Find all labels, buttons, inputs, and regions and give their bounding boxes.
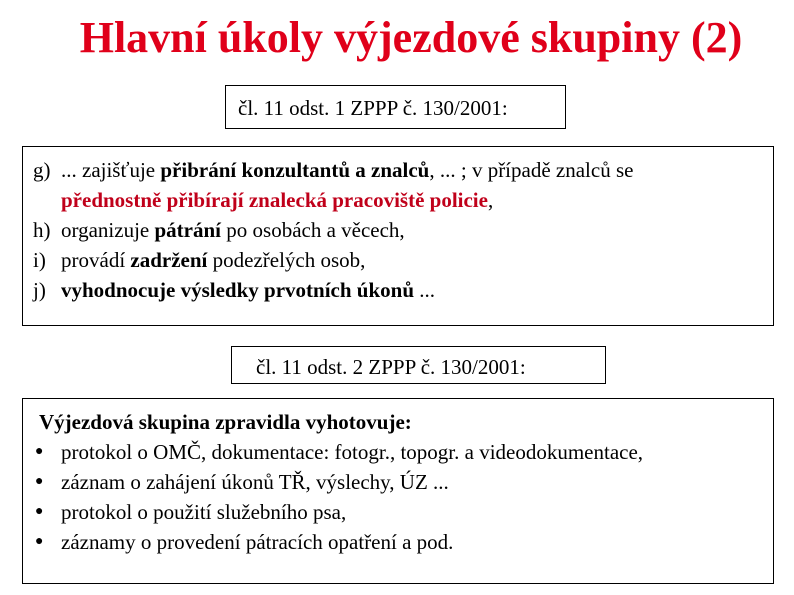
legal-reference-1-text: čl. 11 odst. 1 ZPPP č. 130/2001: [238, 96, 508, 120]
bullet-icon: ● [35, 444, 44, 459]
item-marker: i) [33, 248, 46, 272]
item-text: ... [414, 278, 436, 302]
item-text-bold: zadržení [130, 248, 208, 272]
item-text-bold: pátrání [154, 218, 222, 242]
item-marker: g) [33, 158, 51, 182]
list-item [33, 497, 765, 527]
item-text-bold: vyhodnocuje výsledky prvotních úkonů [61, 278, 415, 302]
list-item [33, 467, 765, 497]
item-text: protokol o OMČ, dokumentace: fotogr., topogr. a videodokumentace, [61, 440, 644, 464]
documents-heading: Výjezdová skupina zpravidla vyhotovuje: [39, 410, 412, 434]
list-item-h [33, 215, 765, 245]
duties-list-box [22, 146, 774, 326]
item-text: podezřelých osob, [207, 248, 366, 272]
bullet-icon: ● [35, 474, 44, 489]
legal-reference-2 [231, 346, 606, 384]
list-item [33, 527, 765, 557]
list-item-j [33, 275, 765, 305]
legal-reference-2-text: čl. 11 odst. 2 ZPPP č. 130/2001: [256, 355, 526, 379]
item-marker: h) [33, 218, 51, 242]
item-text: ... zajišťuje [61, 158, 161, 182]
item-text: , [487, 188, 494, 212]
item-text: organizuje [61, 218, 155, 242]
item-text: po osobách a věcech, [221, 218, 405, 242]
bullet-icon: ● [35, 534, 44, 549]
documents-list-box [22, 398, 774, 584]
list-item-g-continuation [33, 185, 765, 215]
item-text: provádí [61, 248, 131, 272]
item-text: záznam o zahájení úkonů TŘ, výslechy, ÚZ ... [61, 470, 449, 494]
legal-reference-1 [225, 85, 566, 129]
page-title: Hlavní úkoly výjezdové skupiny (2) [79, 13, 743, 62]
item-text-bold-red: přednostně přibírají znalecká pracoviště policie [61, 188, 488, 212]
list-item [33, 437, 765, 467]
list-item-i [33, 245, 765, 275]
bullet-icon: ● [35, 504, 44, 519]
item-text: , ... ; v případě znalců se [429, 158, 634, 182]
list-item-g [33, 155, 765, 185]
item-marker: j) [33, 278, 46, 302]
item-text-bold: přibrání konzultantů a znalců [160, 158, 430, 182]
item-text: protokol o použití služebního psa, [61, 500, 347, 524]
item-text: záznamy o provedení pátracích opatření a pod. [61, 530, 454, 554]
